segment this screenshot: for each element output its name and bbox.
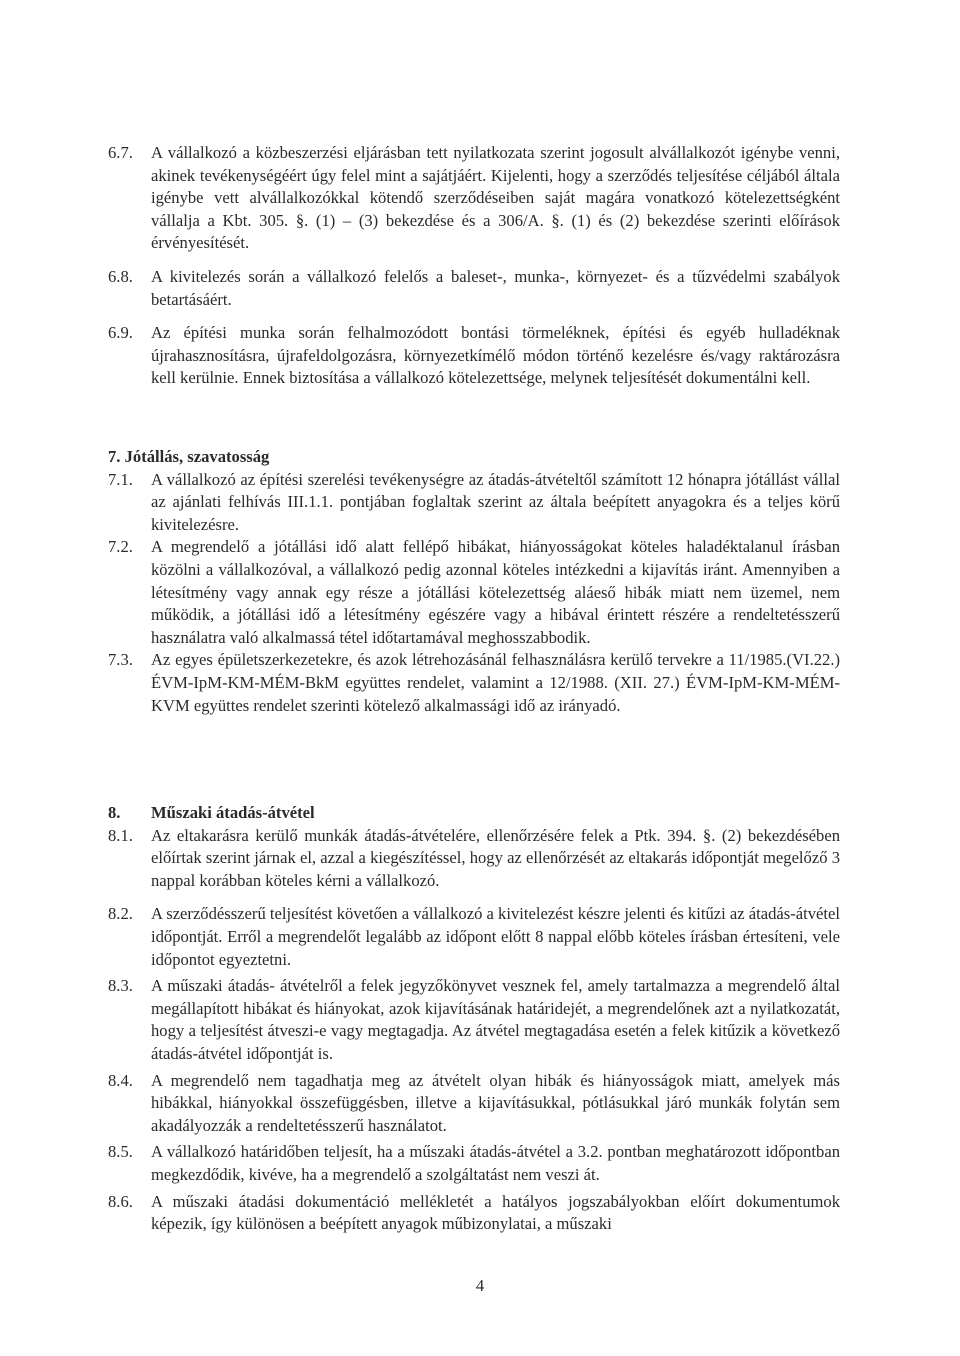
item-6-7 bbox=[108, 142, 840, 255]
item-number: 6.7. bbox=[108, 143, 133, 162]
section-6-items bbox=[108, 142, 840, 390]
item-number: 8.3. bbox=[108, 976, 133, 996]
item-number: 7.1. bbox=[108, 469, 133, 489]
item-text: Az eltakarásra kerülő munkák átadás-átvételére, ellenőrzésére felek a Ptk. 394. §. (2) bekezdésében előírtak szerint járnak el, azzal a kiegészítéssel, hogy az ellenőrzését az eltakarás időpontját megelőző 3 nappal korábban köteles kérni a vállalkozó. bbox=[151, 825, 840, 890]
item-number: 8.4. bbox=[108, 1070, 133, 1090]
item-number: 8.1. bbox=[108, 825, 133, 845]
section-7-heading bbox=[108, 446, 840, 469]
section-8 bbox=[108, 802, 840, 1236]
item-8-5 bbox=[108, 1141, 840, 1186]
item-number: 6.9. bbox=[108, 323, 133, 343]
item-7-2 bbox=[108, 536, 840, 649]
item-text: A kivitelezés során a vállalkozó felelős a baleset-, munka-, környezet- és a tűzvédelmi szabályok betartásáért. bbox=[151, 266, 840, 309]
item-number: 8.6. bbox=[108, 1191, 133, 1211]
item-text: Az építési munka során felhalmozódott bontási törmeléknek, építési és egyéb hulladéknak újrahasznosításra, újrafeldolgozásra, környezetkímélő módon történő kezelésre és/vagy raktározásra kell kerülnie. Ennek biztosítása a vállalkozó kötelezettsége, melynek teljesítését dokumentálni kell. bbox=[151, 323, 840, 388]
item-8-3 bbox=[108, 975, 840, 1065]
item-text: A vállalkozó a közbeszerzési eljárásban tett nyilatkozata szerint jogosult alvállalkozót igénybe venni, akinek tevékenységéért úgy felel mint a sajátjáért. Kijelenti, hogy a szerződés teljesítése céljából általa igénybe vett alvállalkozókkal kötendő szerződéseiben saját magára vonatkozó kötelezettségként vállalja a Kbt. 305. §. (1) – (3) bekezdése és a 306/A. §. (1) és (2) bekezdése szerinti előírások érvényesítését. bbox=[151, 143, 840, 253]
item-number: 7.3. bbox=[108, 650, 133, 670]
item-8-4 bbox=[108, 1070, 840, 1138]
item-6-8 bbox=[108, 266, 840, 311]
section-number: 7. bbox=[108, 447, 121, 466]
item-text: A vállalkozó határidőben teljesít, ha a műszaki átadás-átvétel a 3.2. pontban meghatározott időpontban megkezdődik, kivéve, ha a megrendelő a szolgáltatást nem veszi át. bbox=[151, 1142, 840, 1184]
item-text: A megrendelő nem tagadhatja meg az átvételt olyan hibák és hiányosságok miatt, amelyek más hibákkal, hiányokkal összefüggésben, illetve a kijavításukkal, pótlásukkal járó munkák folytán sem akadályozzák a rendeltetésszerű használatot. bbox=[151, 1070, 840, 1135]
item-text: A szerződésszerű teljesítést követően a vállalkozó a kivitelezést készre jelenti és kitűzi az átadás-átvétel időpontját. Erről a megrendelőt legalább az időpont előtt 8 nappal előbb köteles írásban értesíteni, vele időpontot egyeztetni. bbox=[151, 904, 840, 969]
item-text: A műszaki átadási dokumentáció mellékletét a hatályos jogszabályokban előírt dokumentumok képezik, így különösen a beépített anyagok műbizonylatai, a műszaki bbox=[151, 1191, 840, 1234]
item-number: 8.5. bbox=[108, 1142, 133, 1162]
item-7-3 bbox=[108, 649, 840, 717]
item-6-9 bbox=[108, 322, 840, 390]
page-number: 4 bbox=[475, 1276, 485, 1295]
section-7 bbox=[108, 446, 840, 717]
item-text: Az egyes épületszerkezetekre, és azok létrehozásánál felhasználásra kerülő tervekre a 11/1985.(VI.22.) ÉVM-IpM-KM-MÉM-BkM együttes rendelet, valamint a 12/1988. (XII. 27.) ÉVM-IpM-KM-MÉM-KVM együttes rendelet szerinti kötelező alkalmassági idő az irányadó. bbox=[151, 650, 840, 715]
section-title: Műszaki átadás-átvétel bbox=[151, 803, 315, 822]
section-8-heading bbox=[108, 802, 840, 825]
item-7-1 bbox=[108, 469, 840, 537]
item-number: 8.2. bbox=[108, 904, 133, 924]
item-text: A műszaki átadás- átvételről a felek jegyzőkönyvet vesznek fel, amely tartalmazza a megrendelő által megállapított hibákat és hiányokat, azok kijavításának határidejét, a megrendelőnek azt a nyilatkozatát, hogy a teljesítést átveszi-e vagy megtagadja. Az átvétel megtagadása esetén a felek kitűzik a következő átadás-átvétel időpontját is. bbox=[151, 976, 840, 1063]
section-number: 8. bbox=[108, 803, 121, 822]
item-text: A megrendelő a jótállási idő alatt fellépő hibákat, hiányosságokat köteles haladéktalanul írásban közölni a vállalkozóval, a vállalkozó pedig azonnal köteles intézkedni a kijavítás iránt. Amennyiben a létesítmény vagy annak egy része a jótállási kötelezettség aláeső hibák miatt nem üzemel, nem működik, a jótállási idő a létesítmény egészére vagy a hibával érintett részére a rendeltetésszerű használatra való alkalmassá tétel időtartamával meghosszabbodik. bbox=[151, 537, 840, 647]
item-number: 7.2. bbox=[108, 537, 133, 557]
item-number: 6.8. bbox=[108, 266, 133, 286]
item-text: A vállalkozó az építési szerelési tevékenységre az átadás-átvételtől számított 12 hónapra jótállást vállal az ajánlati felhívás III.1.1. pontjában foglaltak szerint az általa beépített anyagokra és a teljes körű kivitelezésre. bbox=[151, 469, 840, 534]
item-8-2 bbox=[108, 903, 840, 971]
item-8-6 bbox=[108, 1191, 840, 1236]
item-8-1 bbox=[108, 825, 840, 893]
section-title: Jótállás, szavatosság bbox=[124, 447, 270, 466]
